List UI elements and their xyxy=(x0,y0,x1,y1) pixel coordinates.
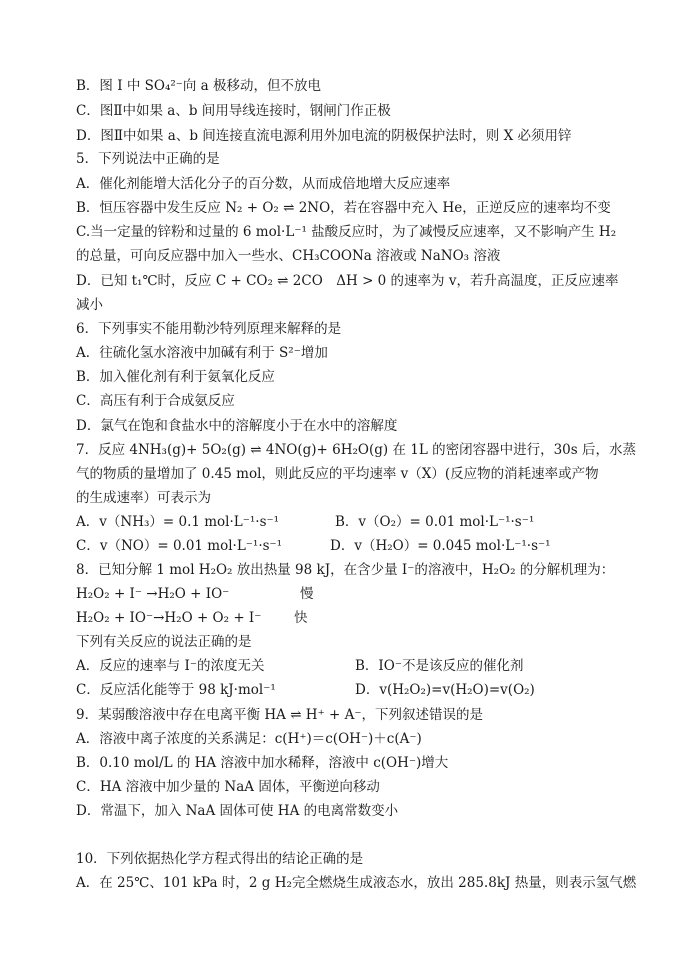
q7-stem-line3: 的生成速率）可表示为 xyxy=(76,490,211,506)
q8-stem-line1: 8．已知分解 1 mol H₂O₂ 放出热量 98 kJ，在含少量 I⁻的溶液中，H₂O₂ 的分解机理为： xyxy=(76,562,615,578)
q5-option-d-line2: 减小 xyxy=(76,297,103,313)
q6-option-a: A．往硫化氢水溶液中加碱有利于 S²⁻增加 xyxy=(76,345,328,361)
q7-option-b: B．v（O₂）= 0.01 mol·L⁻¹·s⁻¹ xyxy=(335,514,535,530)
q5-option-c-line1: C.当一定量的锌粉和过量的 6 mol·L⁻¹ 盐酸反应时，为了减慢反应速率，又不影响产生 H₂ xyxy=(76,224,617,240)
q5-option-a: A．催化剂能增大活化分子的百分数，从而成倍地增大反应速率 xyxy=(76,176,451,192)
q7-stem-line1: 7．反应 4NH₃(g)+ 5O₂(g) ⇌ 4NO(g)+ 6H₂O(g) 在 1L 的密闭容器中进行，30s 后，水蒸 xyxy=(76,442,636,458)
q5-option-d-line1: D．已知 t₁℃时，反应 C + CO₂ ⇌ 2CO ΔH > 0 的速率为 v，若升高温度，正反应速率 xyxy=(76,273,619,289)
q8-reaction-2-speed: 快 xyxy=(294,610,308,626)
q9-option-c: C．HA 溶液中加少量的 NaA 固体，平衡逆向移动 xyxy=(76,779,380,795)
q7-option-d: D．v（H₂O）= 0.045 mol·L⁻¹·s⁻¹ xyxy=(330,538,551,554)
q6-stem: 6．下列事实不能用勒沙特列原理来解释的是 xyxy=(76,321,342,337)
q8-reaction-1: H₂O₂ + I⁻ →H₂O + IO⁻ xyxy=(76,586,230,602)
q6-option-b: B．加入催化剂有利于氨氧化反应 xyxy=(76,369,275,385)
q6-option-c: C．高压有利于合成氨反应 xyxy=(76,393,235,409)
q8-stem-line4: 下列有关反应的说法正确的是 xyxy=(76,634,252,650)
q7-option-a: A．v（NH₃）= 0.1 mol·L⁻¹·s⁻¹ xyxy=(76,514,280,530)
q8-reaction-2: H₂O₂ + IO⁻→H₂O + O₂ + I⁻ xyxy=(76,610,262,626)
q8-option-a: A．反应的速率与 I⁻的浓度无关 xyxy=(76,658,265,674)
q8-option-b: B．IO⁻不是该反应的催化剂 xyxy=(355,658,524,674)
q8-option-d: D．v(H₂O₂)=v(H₂O)=v(O₂) xyxy=(355,682,535,698)
q6-option-d: D．氯气在饱和食盐水中的溶解度小于在水中的溶解度 xyxy=(76,418,398,434)
q9-option-b: B．0.10 mol/L 的 HA 溶液中加水稀释，溶液中 c(OH⁻)增大 xyxy=(76,755,449,771)
q5-option-c-line2: 的总量，可向反应器中加入一些水、CH₃COONa 溶液或 NaNO₃ 溶液 xyxy=(76,248,501,264)
q5-option-b: B．恒压容器中发生反应 N₂ + O₂ ⇌ 2NO，若在容器中充入 He，正逆反应的速率均不变 xyxy=(76,200,611,216)
q9-option-d: D．常温下，加入 NaA 固体可使 HA 的电离常数变小 xyxy=(76,803,399,819)
q10-option-a: A．在 25℃、101 kPa 时，2 g H₂完全燃烧生成液态水，放出 285.8kJ 热量，则表示氢气燃 xyxy=(76,875,637,891)
q4-option-d: D．图Ⅱ中如果 a、b 间连接直流电源利用外加电流的阴极保护法时，则 X 必须用锌 xyxy=(76,128,572,144)
q10-stem: 10．下列依据热化学方程式得出的结论正确的是 xyxy=(76,851,364,867)
q4-option-c: C．图Ⅱ中如果 a、b 间用导线连接时，钢闸门作正极 xyxy=(76,103,391,119)
q5-stem: 5．下列说法中正确的是 xyxy=(76,151,220,167)
q9-stem: 9．某弱酸溶液中存在电离平衡 HA ⇌ H⁺ + A⁻，下列叙述错误的是 xyxy=(76,707,483,723)
q7-option-c: C．v（NO）= 0.01 mol·L⁻¹·s⁻¹ xyxy=(76,538,283,554)
q9-option-a: A．溶液中离子浓度的关系满足：c(H⁺)＝c(OH⁻)＋c(A⁻) xyxy=(76,731,422,747)
q4-option-b: B．图 I 中 SO₄²⁻向 a 极移动，但不放电 xyxy=(76,78,322,94)
q8-option-c: C．反应活化能等于 98 kJ·mol⁻¹ xyxy=(76,682,276,698)
q7-stem-line2: 气的物质的量增加了 0.45 mol，则此反应的平均速率 v（X）(反应物的消耗速率或产物 xyxy=(76,466,599,482)
q8-reaction-1-speed: 慢 xyxy=(300,586,314,602)
